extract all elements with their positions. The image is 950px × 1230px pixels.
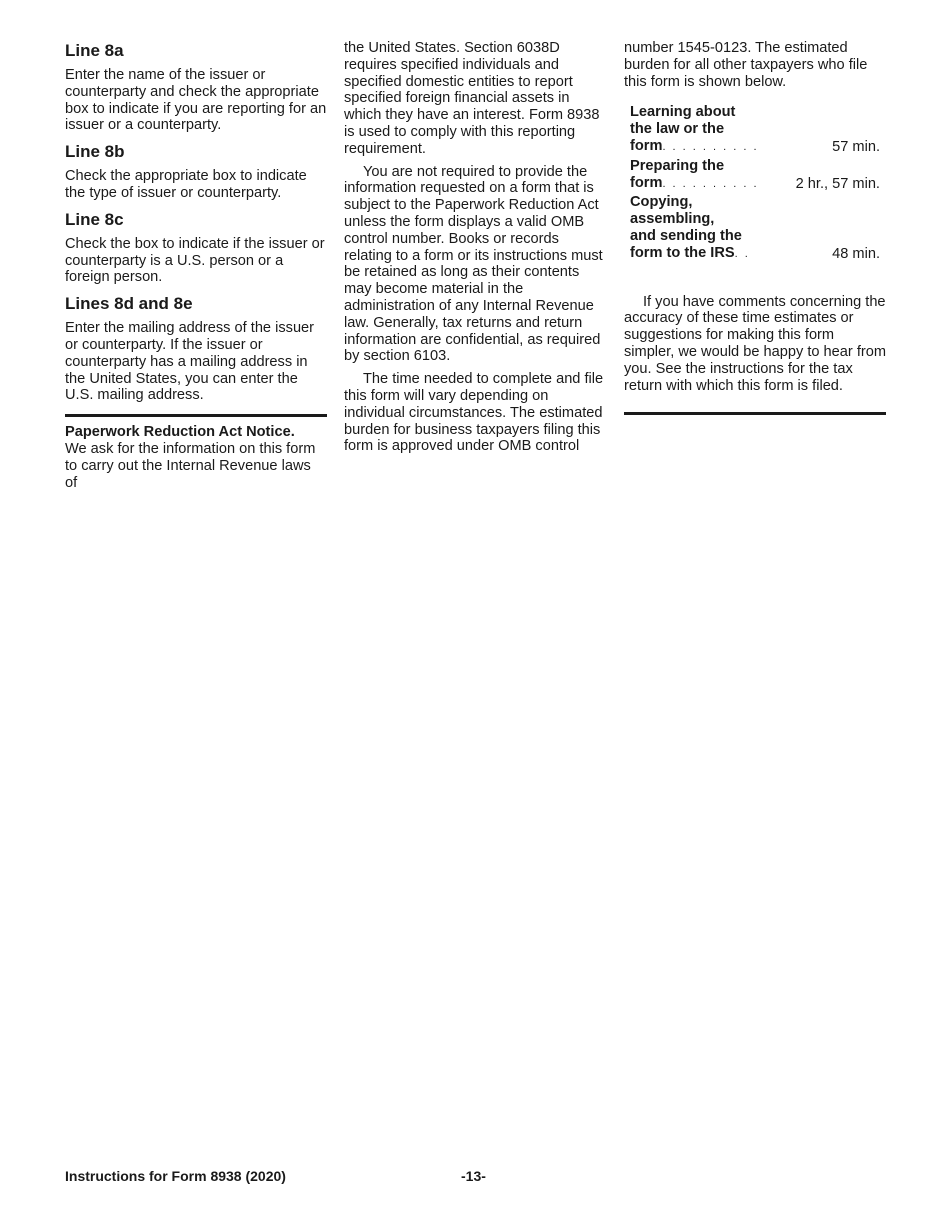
time-label: [630, 158, 758, 193]
notice-text: We ask for the information on this form to carry out the Internal Revenue laws of: [65, 440, 316, 491]
text-line-8c: Check the box to indicate if the issuer or counterparty is a U.S. person or a foreign person.: [65, 235, 325, 286]
divider-rule: [65, 414, 327, 417]
time-label-last: form to the IRS: [630, 244, 735, 261]
time-label-line: Preparing the: [630, 157, 725, 174]
leader-dots: . .: [734, 247, 750, 260]
leader-dots: . . . . . . . . . .: [662, 140, 759, 153]
time-label-line: the law or the: [630, 121, 725, 138]
column-2: [344, 40, 606, 455]
section-line-8a: [65, 40, 327, 134]
time-label-last: form: [630, 137, 663, 154]
heading-line-8c: Line 8c: [65, 209, 124, 229]
notice-title: Paperwork Reduction Act Notice.: [65, 424, 295, 441]
col2-paragraph-3: The time needed to complete and file this form will vary depending on individual circumstances. The estimated burden for business taxpayers filing this form is approved under OMB control: [344, 371, 604, 455]
time-estimates-table: [630, 104, 880, 262]
time-label-last: form: [630, 174, 663, 191]
col2-paragraph-2: You are not required to provide the information requested on a form that is subject to the Paperwork Reduction Act unless the form displays a valid OMB control number. Books or records relating to a form or its instructions must be retained as long as their contents may become material in the administration of any Internal Revenue law. Generally, tax returns and return information are confidential, as required by section 6103.: [344, 163, 603, 365]
paperwork-notice: [65, 424, 327, 491]
leader-dots: . . . . . . . . . .: [662, 177, 759, 190]
time-label-last-line: [630, 138, 758, 156]
text-lines-8d-8e: Enter the mailing address of the issuer or counterparty. If the issuer or counterparty has a mailing address in the United States, you can enter the U.S. mailing address.: [65, 320, 315, 404]
time-value: 57 min.: [832, 138, 880, 155]
time-label: [630, 194, 758, 262]
time-row-copying: [630, 194, 880, 262]
section-lines-8d-8e: [65, 293, 327, 404]
time-value: 48 min.: [832, 245, 880, 262]
heading-lines-8d-8e: Lines 8d and 8e: [65, 294, 193, 314]
text-line-8a: Enter the name of the issuer or counterparty and check the appropriate box to indicate if you are reporting for an issuer or a counterparty.: [65, 67, 327, 134]
footer-page-number: -13-: [461, 1168, 486, 1184]
column-3: [624, 40, 886, 415]
time-label-line: assembling,: [630, 211, 715, 228]
time-label-last-line: [630, 245, 758, 263]
time-label-line: and sending the: [630, 227, 742, 244]
time-label-line: Copying,: [630, 194, 693, 211]
heading-line-8a: Line 8a: [65, 41, 124, 60]
end-rule: [624, 412, 886, 415]
section-line-8b: [65, 141, 327, 202]
comments-paragraph: If you have comments concerning the accuracy of these time estimates or suggestions for making this form simpler, we would be happy to hear from you. See the instructions for the tax return with which this form is filed.: [624, 293, 887, 394]
col2-paragraph-1: the United States. Section 6038D requires specified individuals and specified domestic entities to report specified foreign financial assets in which they have an interest. Form 8938 is used to comply with this reporting requirement.: [344, 40, 600, 157]
col3-paragraph-1: number 1545-0123. The estimated burden for all other taxpayers who file this form is shown below.: [624, 40, 868, 90]
footer-form-title: Instructions for Form 8938 (2020): [65, 1168, 286, 1184]
time-row-preparing: [630, 158, 880, 193]
time-label-last-line: [630, 175, 758, 193]
time-row-learning: [630, 104, 880, 155]
time-label-line: Learning about: [630, 104, 736, 121]
text-line-8b: Check the appropriate box to indicate the type of issuer or counterparty.: [65, 168, 307, 201]
time-value: 2 hr., 57 min.: [795, 175, 880, 192]
heading-line-8b: Line 8b: [65, 142, 125, 162]
column-1: [65, 40, 327, 491]
time-label: [630, 104, 758, 155]
section-line-8c: [65, 209, 327, 286]
